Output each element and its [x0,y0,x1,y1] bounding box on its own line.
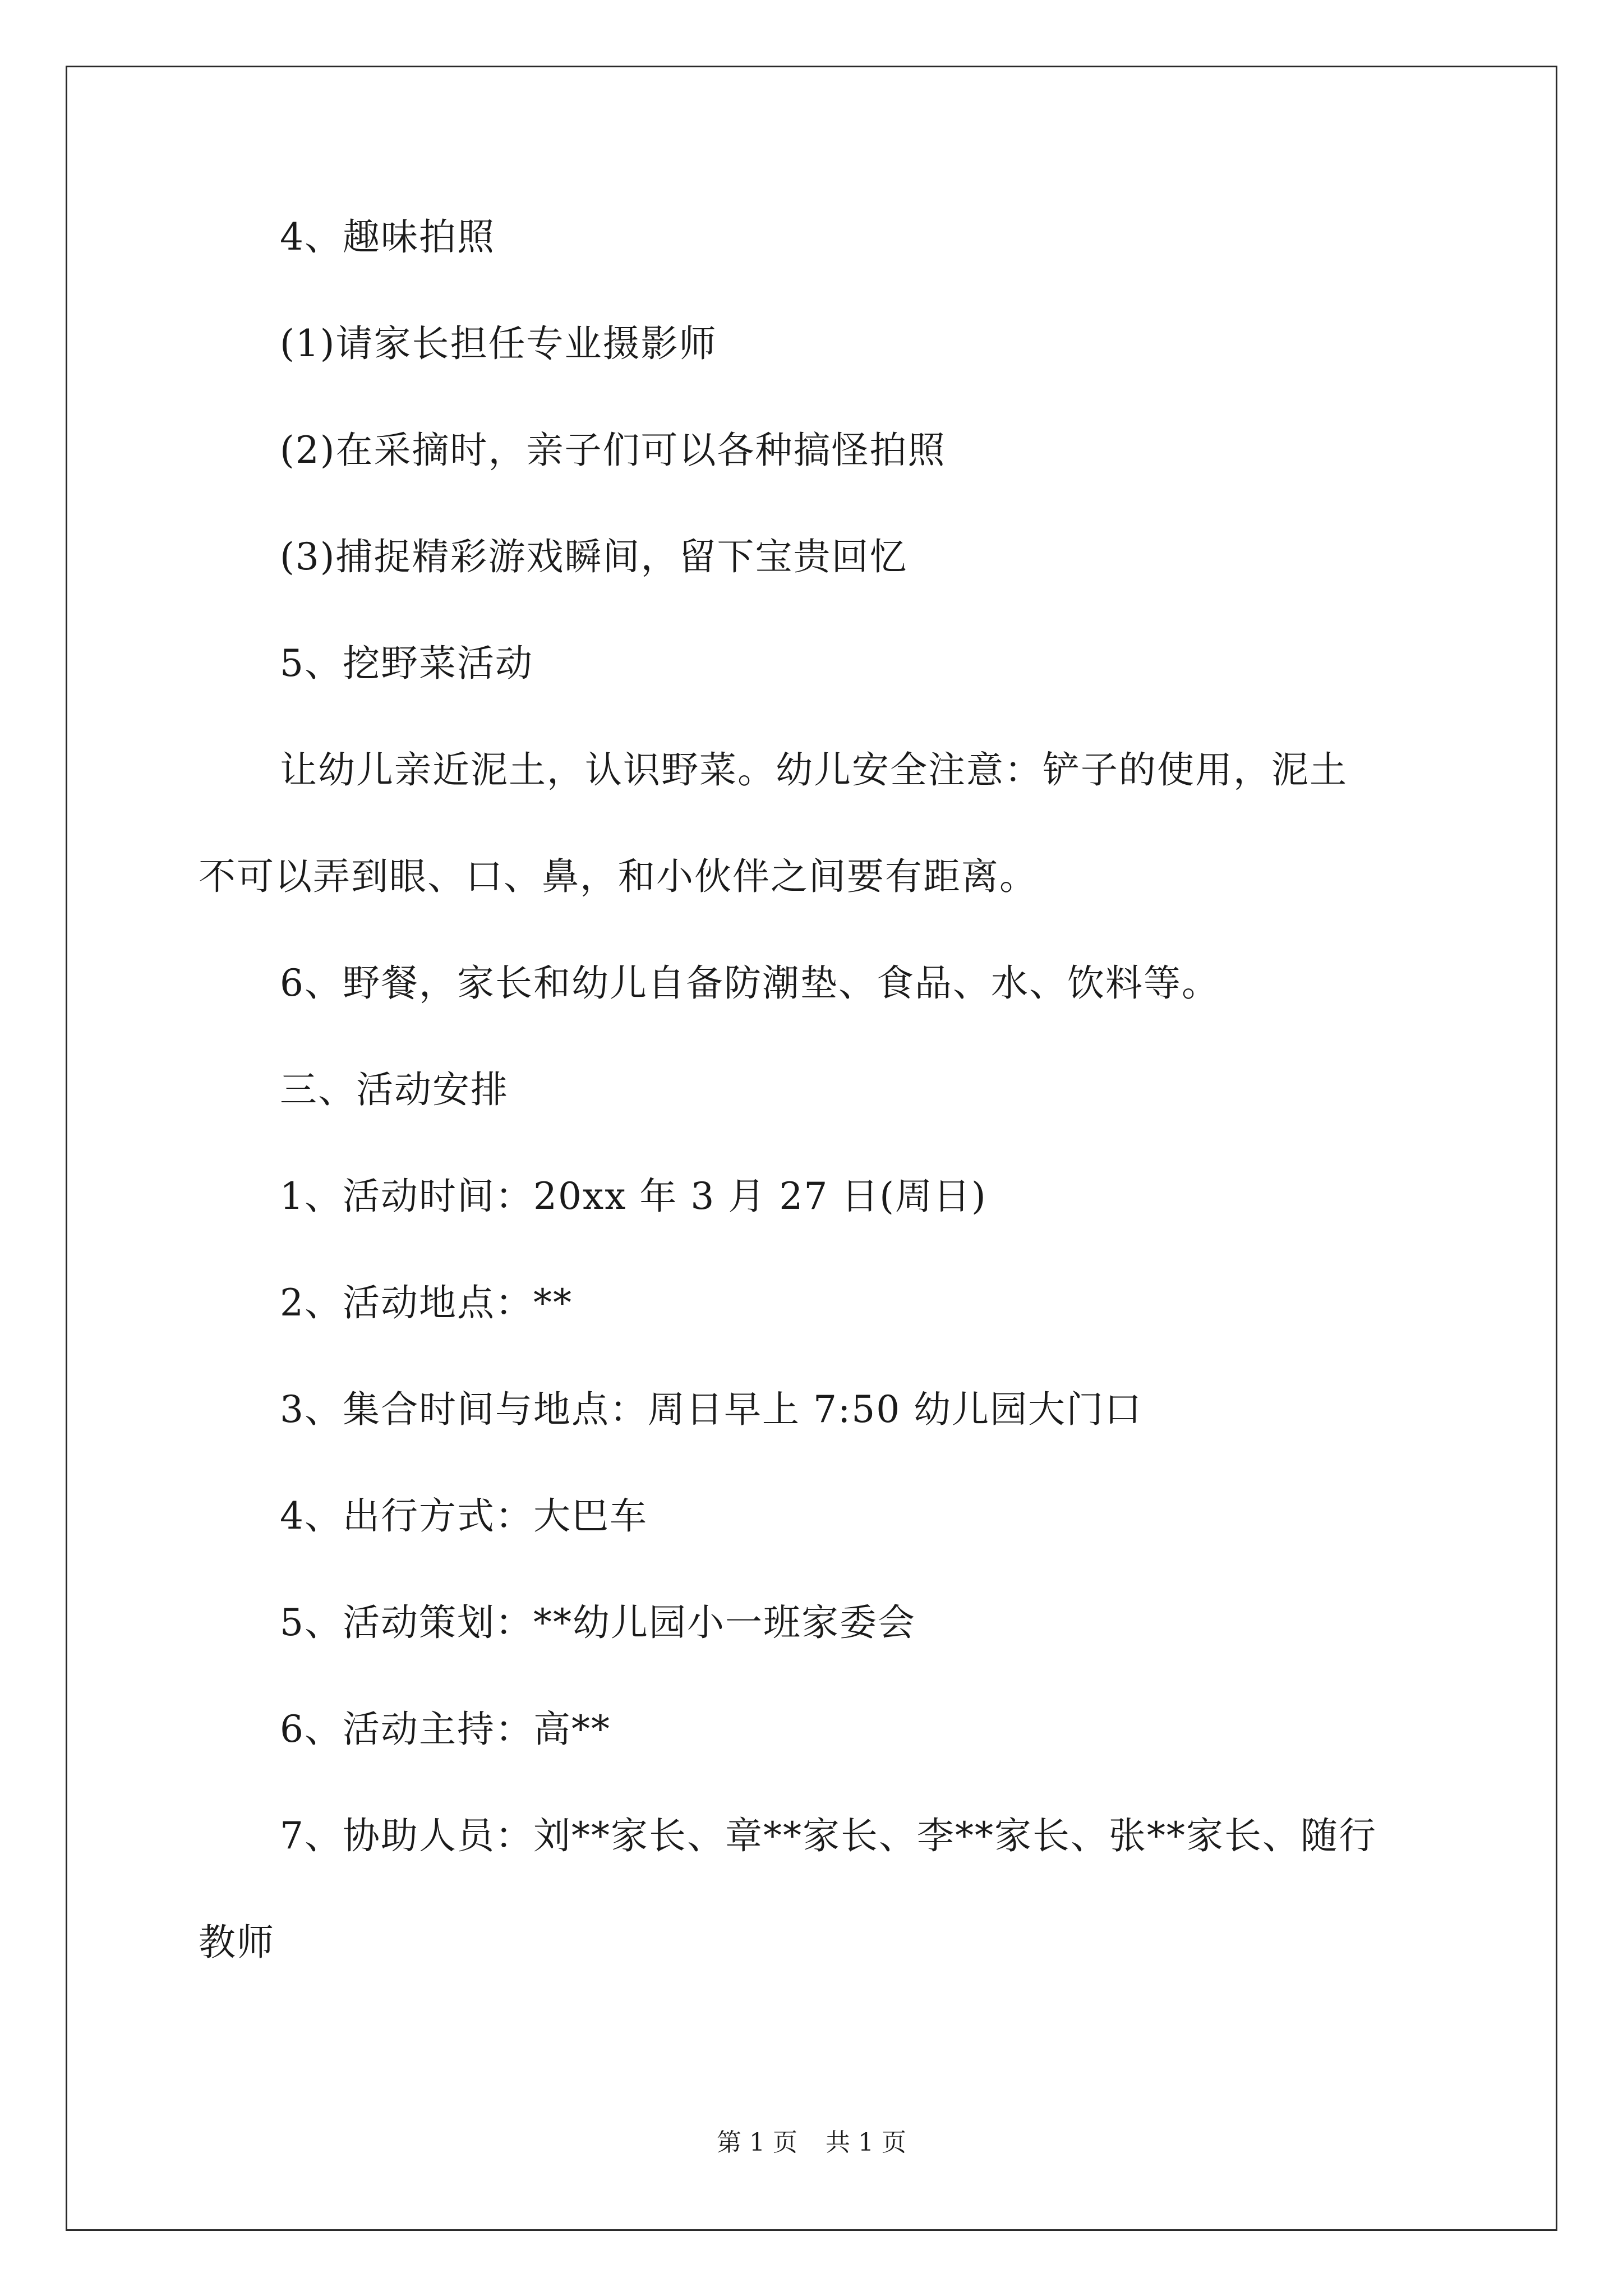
page-number: 第 1 页 [717,2128,797,2157]
document-body [199,215,1432,2031]
section-heading-arrangement: 三、活动安排 [280,1068,509,1111]
arrangement-host: 6、活动主持：高** [280,1708,611,1751]
arrangement-meeting: 3、集合时间与地点：周日早上 7:50 幼儿园大门口 [280,1388,1143,1431]
paragraph-wild-vegetables-line2: 不可以弄到眼、口、鼻，和小伙伴之间要有距离。 [199,855,1038,898]
list-item-picking-photos: (2)在采摘时，亲子们可以各种搞怪拍照 [280,429,946,472]
page-footer [0,2128,1623,2157]
arrangement-assistants-line2: 教师 [199,1921,275,1964]
arrangement-location: 2、活动地点：** [280,1281,573,1324]
heading-picnic: 6、野餐，家长和幼儿自备防潮垫、食品、水、饮料等。 [280,961,1220,1005]
arrangement-time: 1、活动时间：20xx 年 3 月 27 日(周日) [280,1175,987,1218]
heading-wild-vegetables: 5、挖野菜活动 [280,642,533,685]
arrangement-planner: 5、活动策划：**幼儿园小一班家委会 [280,1601,916,1644]
list-item-capture-moments: (3)捕捉精彩游戏瞬间，留下宝贵回忆 [280,535,908,578]
arrangement-assistants-line1: 7、协助人员：刘**家长、章**家长、李**家长、张**家长、随行 [280,1814,1377,1857]
heading-fun-photos: 4、趣味拍照 [280,215,495,259]
list-item-photographer: (1)请家长担任专业摄影师 [280,322,717,365]
arrangement-transport: 4、出行方式：大巴车 [280,1494,648,1538]
paragraph-wild-vegetables-line1: 让幼儿亲近泥土，认识野菜。幼儿安全注意：铲子的使用，泥土 [280,748,1348,792]
page-total: 共 1 页 [826,2128,906,2157]
